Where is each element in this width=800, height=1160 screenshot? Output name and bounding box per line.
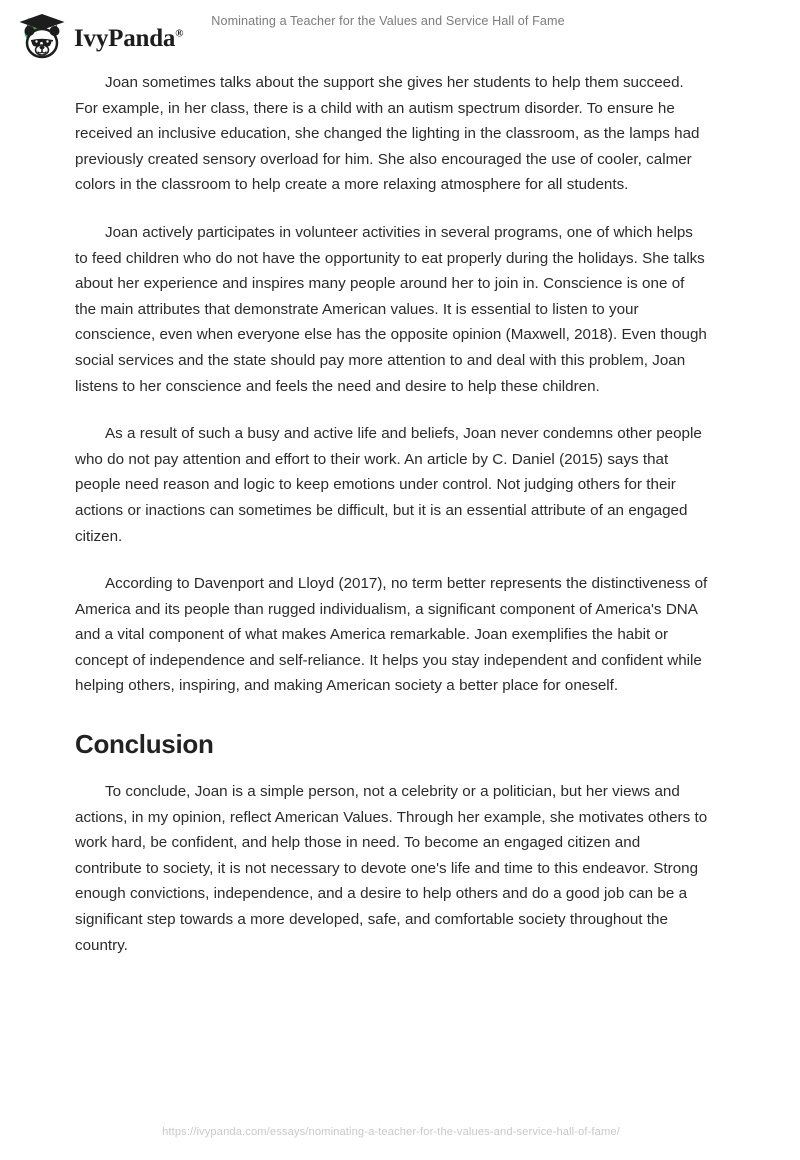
body-paragraph: Joan actively participates in volunteer activities in several programs, one of which helps to feed children who do not have the opportunity to eat properly during the holidays. She talks about her experience and inspires many people around her to join in. Conscience is one of the main attributes that demonstrate American values. It is essential to listen to your conscience, even when everyone else has the opposite opinion (Maxwell, 2018). Even though social services and the state should pay more attention to and deal with this problem, Joan listens to her conscience and feels the need and desire to help these children. (75, 223, 707, 395)
brand-wordmark (74, 26, 183, 51)
body-paragraph: Joan sometimes talks about the support she gives her students to help them succeed. For example, in her class, there is a child with an autism spectrum disorder. To ensure he received an inclusive education, she changed the lighting in the classroom, as the lamps had previously created sensory overload for him. She also encouraged the use of cooler, calmer colors in the classroom to help create a more relaxing atmosphere for all students. (75, 74, 700, 194)
document-body (75, 70, 708, 958)
document-title: Nominating a Teacher for the Values and Service Hall of Fame (211, 14, 565, 28)
body-paragraph: To conclude, Joan is a simple person, not a celebrity or a politician, but her views and actions, in my opinion, reflect American Values. Through her example, she motivates others to work hard, be confident, and help those in need. To become an engaged citizen and contribute to society, it is not necessary to devote one's life and time to this endeavor. Strong enough convictions, independence, and a desire to help others and do a good job can be a significant step towards a more developed, safe, and comfortable society throughout the country. (75, 783, 708, 954)
page-header (0, 0, 800, 68)
page-footer (0, 1122, 800, 1140)
body-paragraph: According to Davenport and Lloyd (2017), no term better represents the distinctiveness of America and its people than rugged individualism, a significant component of America's DNA and a vital component of what makes America remarkable. Joan exemplifies the habit or concept of independence and self-reliance. It helps you stay independent and confident while helping others, inspiring, and making American society a better place for oneself. (75, 575, 708, 695)
section-heading-conclusion: Conclusion (75, 729, 214, 760)
body-paragraph: As a result of such a busy and active life and beliefs, Joan never condemns other people who do not pay attention and effort to their work. An article by C. Daniel (2015) says that people need reason and logic to keep emotions under control. Not judging others for their actions or inactions can sometimes be difficult, but it is an essential attribute of an engaged citizen. (75, 425, 702, 545)
source-url-link[interactable]: https://ivypanda.com/essays/nominating-a-teacher-for-the-values-and-service-hall-of-fame/ (162, 1126, 620, 1138)
brand-name-text: IvyPanda (74, 24, 176, 52)
registered-trademark-icon: ® (175, 27, 184, 40)
